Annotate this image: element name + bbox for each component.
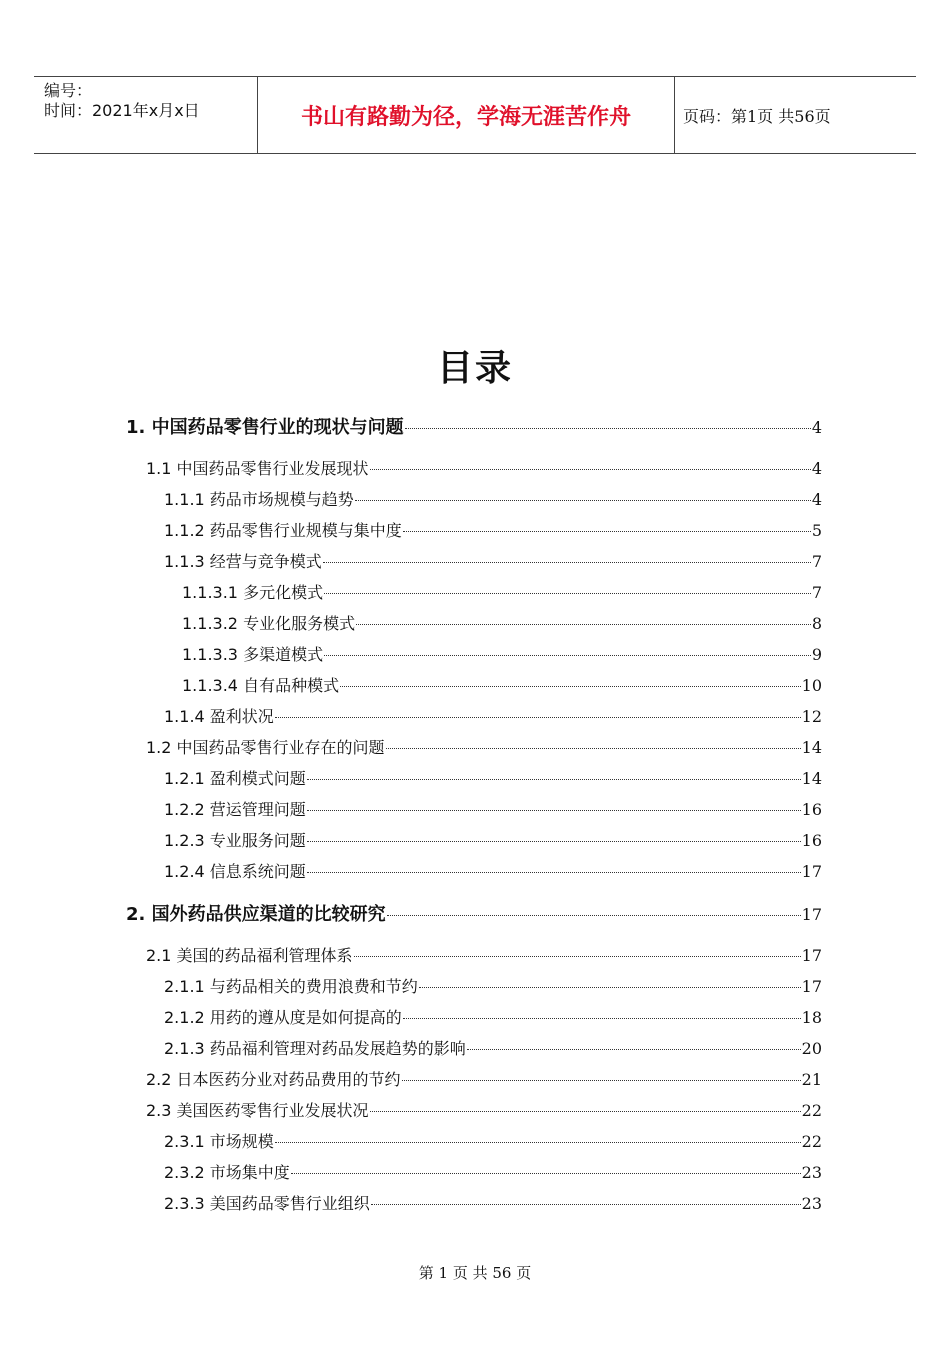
- toc-page-number: 7: [811, 583, 822, 602]
- header-meta: [34, 77, 258, 153]
- dot-leader: [323, 562, 811, 563]
- toc-entry[interactable]: 2. 国外药品供应渠道的比较研究 17: [126, 904, 822, 925]
- dot-leader: [307, 779, 801, 780]
- toc-page-number: 22: [801, 1101, 822, 1120]
- toc-entry[interactable]: 2.3.1 市场规模 22: [164, 1132, 822, 1151]
- dot-leader: [354, 956, 801, 957]
- toc-page-number: 16: [801, 800, 822, 819]
- page-header: [34, 76, 916, 154]
- dot-leader: [324, 593, 811, 594]
- toc-entry[interactable]: 2.1 美国的药品福利管理体系 17: [146, 946, 822, 965]
- toc-page-number: 20: [801, 1039, 822, 1058]
- document-number-label: 编号：: [44, 81, 93, 100]
- page-footer: 第 1 页 共 56 页: [418, 1264, 532, 1282]
- toc-page-number: 10: [801, 676, 822, 695]
- toc-entry[interactable]: 1.1.2 药品零售行业规模与集中度 5: [164, 521, 822, 540]
- dot-leader: [291, 1173, 801, 1174]
- dot-leader: [324, 655, 811, 656]
- toc-entry[interactable]: 1. 中国药品零售行业的现状与问题 4: [126, 417, 822, 438]
- toc-entry[interactable]: 1.1.4 盈利状况 12: [164, 707, 822, 726]
- toc-entry[interactable]: 1.1.3 经营与竞争模式 7: [164, 552, 822, 571]
- toc-page-number: 14: [801, 769, 822, 788]
- toc-entry[interactable]: 2.3.2 市场集中度 23: [164, 1163, 822, 1182]
- toc-entry[interactable]: 2.3 美国医药零售行业发展状况 22: [146, 1101, 822, 1120]
- dot-leader: [307, 872, 801, 873]
- toc-page-number: 21: [801, 1070, 822, 1089]
- toc-page-number: 4: [811, 459, 822, 478]
- dot-leader: [356, 624, 811, 625]
- toc-page-number: 9: [811, 645, 822, 664]
- header-page-info: 页码：第1页 共56页: [683, 106, 831, 126]
- dot-leader: [402, 1080, 801, 1081]
- toc-entry[interactable]: 1.1.3.3 多渠道模式 9: [182, 645, 822, 664]
- toc-entry[interactable]: 2.1.2 用药的遵从度是如何提高的 18: [164, 1008, 822, 1027]
- toc-page-number: 16: [801, 831, 822, 850]
- toc-entry[interactable]: 1.1.3.4 自有品种模式 10: [182, 676, 822, 695]
- dot-leader: [370, 1111, 801, 1112]
- dot-leader: [405, 428, 811, 429]
- toc-page-number: 14: [801, 738, 822, 757]
- toc-entry[interactable]: 1.2.3 专业服务问题 16: [164, 831, 822, 850]
- toc-page-number: 4: [811, 490, 822, 509]
- dot-leader: [387, 915, 801, 916]
- toc-page-number: 23: [801, 1194, 822, 1213]
- toc-entry[interactable]: 2.2 日本医药分业对药品费用的节约 21: [146, 1070, 822, 1089]
- dot-leader: [371, 1204, 801, 1205]
- toc-entry[interactable]: 2.1.3 药品福利管理对药品发展趋势的影响 20: [164, 1039, 822, 1058]
- dot-leader: [467, 1049, 801, 1050]
- dot-leader: [307, 810, 801, 811]
- toc-page-number: 8: [811, 614, 822, 633]
- document-time-label: 时间：2021年x月x日: [44, 101, 200, 120]
- toc-entry[interactable]: 1.2.2 营运管理问题 16: [164, 800, 822, 819]
- header-motto: 书山有路勤为径，学海无涯苦作舟: [258, 77, 675, 153]
- toc-page-number: 4: [811, 418, 822, 437]
- toc-page-number: 12: [801, 707, 822, 726]
- toc-entry[interactable]: 1.1.3.2 专业化服务模式 8: [182, 614, 822, 633]
- dot-leader: [340, 686, 801, 687]
- dot-leader: [275, 1142, 801, 1143]
- toc-entry[interactable]: 1.2.1 盈利模式问题 14: [164, 769, 822, 788]
- toc-entry[interactable]: 1.1 中国药品零售行业发展现状 4: [146, 459, 822, 478]
- dot-leader: [307, 841, 801, 842]
- toc-entry[interactable]: 1.1.3.1 多元化模式 7: [182, 583, 822, 602]
- toc-entry[interactable]: 1.2 中国药品零售行业存在的问题 14: [146, 738, 822, 757]
- toc-entry[interactable]: 2.1.1 与药品相关的费用浪费和节约 17: [164, 977, 822, 996]
- dot-leader: [403, 531, 811, 532]
- toc-page-number: 23: [801, 1163, 822, 1182]
- toc-page-number: 5: [811, 521, 822, 540]
- dot-leader: [403, 1018, 801, 1019]
- toc-page-number: 18: [801, 1008, 822, 1027]
- dot-leader: [370, 469, 811, 470]
- dot-leader: [275, 717, 801, 718]
- dot-leader: [355, 500, 811, 501]
- toc-page-number: 22: [801, 1132, 822, 1151]
- toc-entry[interactable]: 1.1.1 药品市场规模与趋势 4: [164, 490, 822, 509]
- toc-entry[interactable]: 2.3.3 美国药品零售行业组织 23: [164, 1194, 822, 1213]
- dot-leader: [386, 748, 801, 749]
- toc-page-number: 17: [801, 977, 822, 996]
- toc-page-number: 7: [811, 552, 822, 571]
- dot-leader: [419, 987, 801, 988]
- toc-page-number: 17: [801, 946, 822, 965]
- toc-page-number: 17: [801, 862, 822, 881]
- toc-entry[interactable]: 1.2.4 信息系统问题 17: [164, 862, 822, 881]
- toc-title: 目录: [436, 348, 513, 389]
- toc-page-number: 17: [801, 905, 822, 924]
